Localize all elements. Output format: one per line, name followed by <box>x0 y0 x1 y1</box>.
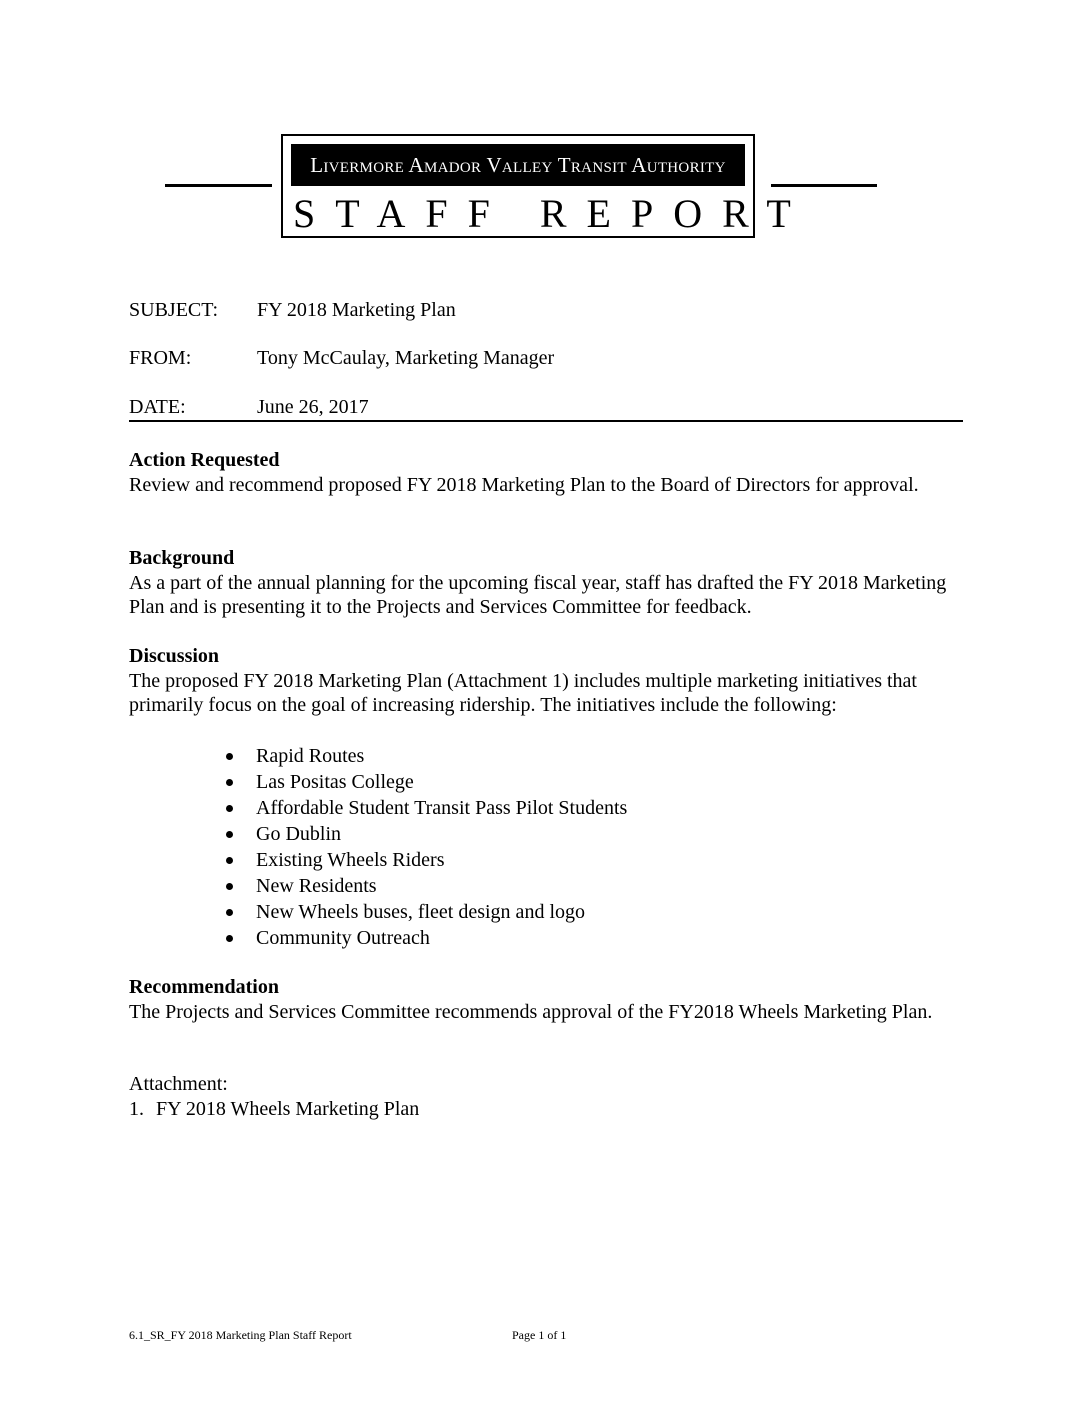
section-heading: Discussion <box>129 645 220 667</box>
list-item: Existing Wheels Riders <box>226 847 627 873</box>
section-action-requested <box>129 448 963 497</box>
attachment-item-number: 1. <box>129 1098 144 1120</box>
subject-row <box>129 298 456 322</box>
date-value: June 26, 2017 <box>257 396 369 418</box>
report-title: STAFF REPORT <box>293 191 811 236</box>
section-body: The proposed FY 2018 Marketing Plan (Attachment 1) includes multiple marketing initiatives that primarily focus on the goal of increasing ridership. The initiatives include the following: <box>129 669 917 716</box>
bullet-icon <box>226 883 233 890</box>
footer-page-number: Page 1 of 1 <box>512 1328 567 1342</box>
list-item: New Residents <box>226 873 627 899</box>
from-label: FROM: <box>129 347 192 369</box>
subject-label: SUBJECT: <box>129 299 219 321</box>
bullet-icon <box>226 779 233 786</box>
bullet-icon <box>226 909 233 916</box>
section-background <box>129 546 963 620</box>
date-row <box>129 395 369 419</box>
section-body: Review and recommend proposed FY 2018 Marketing Plan to the Board of Directors for approval. <box>129 473 919 496</box>
section-heading: Recommendation <box>129 976 279 998</box>
bullet-icon <box>226 831 233 838</box>
bullet-icon <box>226 805 233 812</box>
attachment-block <box>129 1072 419 1122</box>
list-item: Rapid Routes <box>226 743 627 769</box>
list-item: New Wheels buses, fleet design and logo <box>226 899 627 925</box>
header-rule-right <box>771 184 877 187</box>
from-row <box>129 346 554 370</box>
attachment-label: Attachment: <box>129 1073 228 1095</box>
bullet-icon <box>226 753 233 760</box>
section-discussion <box>129 644 963 718</box>
section-recommendation <box>129 975 963 1024</box>
subject-value: FY 2018 Marketing Plan <box>257 299 456 321</box>
bullet-icon <box>226 935 233 942</box>
list-item: Las Positas College <box>226 769 627 795</box>
attachment-item-text: FY 2018 Wheels Marketing Plan <box>156 1098 420 1120</box>
list-item: Community Outreach <box>226 925 627 951</box>
footer-filename: 6.1_SR_FY 2018 Marketing Plan Staff Report <box>129 1328 352 1342</box>
bullet-icon <box>226 857 233 864</box>
report-header <box>281 134 811 238</box>
list-item: Go Dublin <box>226 821 627 847</box>
date-label: DATE: <box>129 396 186 418</box>
header-divider <box>129 420 963 422</box>
from-value: Tony McCaulay, Marketing Manager <box>257 347 555 369</box>
list-item: Affordable Student Transit Pass Pilot Students <box>226 795 627 821</box>
initiatives-list <box>226 743 627 951</box>
section-heading: Background <box>129 547 235 569</box>
section-body: As a part of the annual planning for the upcoming fiscal year, staff has drafted the FY 2018 Marketing Plan and is presenting it to the Projects and Services Committee for feedback. <box>129 571 947 618</box>
section-body: The Projects and Services Committee recommends approval of the FY2018 Wheels Marketing Plan. <box>129 1000 933 1023</box>
organization-name: Livermore Amador Valley Transit Authority <box>291 144 745 186</box>
section-heading: Action Requested <box>129 449 280 471</box>
attachment-item <box>129 1097 419 1122</box>
header-rule-left <box>165 184 272 187</box>
